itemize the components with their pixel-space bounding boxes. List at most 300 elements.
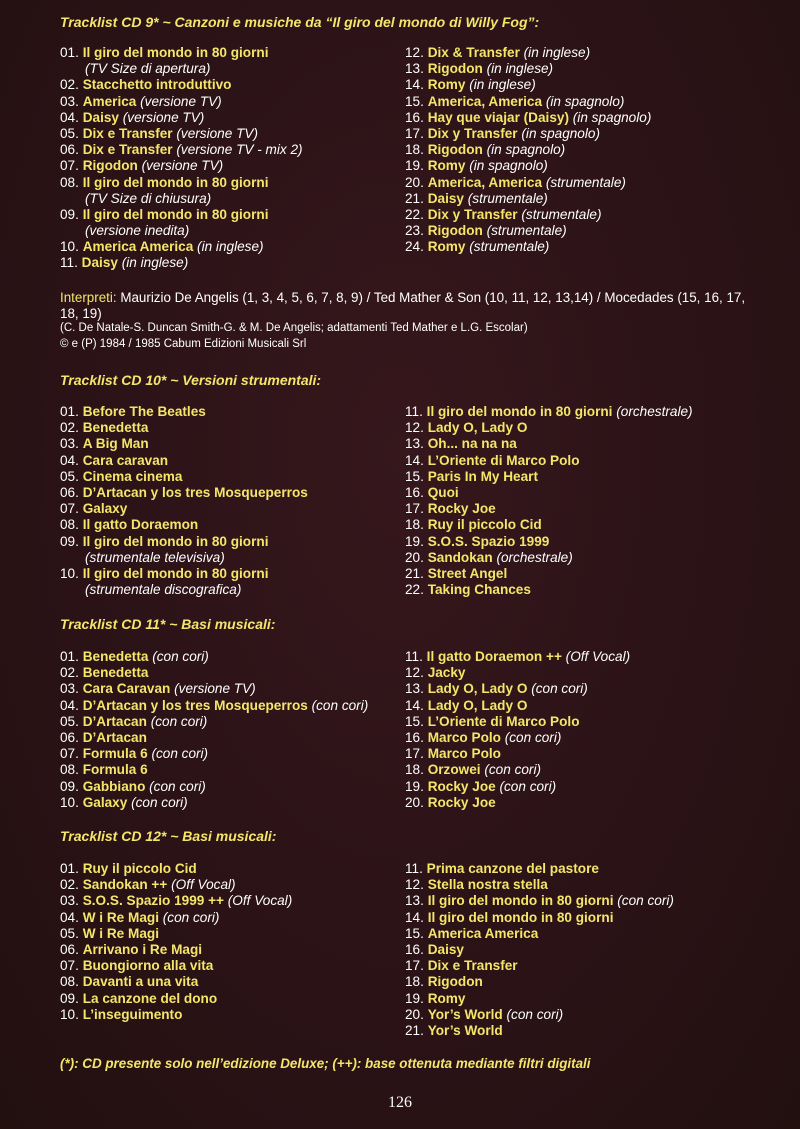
track-number: 09. (60, 778, 79, 794)
track-number: 05. (60, 713, 79, 729)
track-row (60, 746, 410, 762)
track-title: W i Re Magi (82, 925, 159, 941)
track-title: Rocky Joe (427, 778, 496, 794)
track-title: D’Artacan (82, 729, 147, 745)
authors-line: (C. De Natale-S. Duncan Smith-G. & M. De Angelis; adattamenti Ted Mather e L.G. Escolar) (60, 322, 528, 334)
track-title: Stacchetto introduttivo (82, 77, 232, 93)
track-note: (in spagnolo) (545, 93, 625, 109)
track-title: Benedetta (82, 420, 149, 436)
track-title: Il giro del mondo in 80 giorni (82, 565, 269, 581)
track-note: (in inglese) (523, 45, 591, 60)
track-row (405, 974, 755, 990)
track-number: 06. (60, 941, 79, 957)
track-title: Romy (427, 77, 466, 93)
track-row (405, 958, 755, 974)
track-title: Arrivano i Re Magi (82, 941, 203, 957)
track-note: (in inglese) (469, 77, 536, 93)
track-number: 12. (405, 45, 424, 60)
tracklist-heading: Tracklist CD 11* ~ Basi musicali: (60, 616, 276, 632)
track-note: (strumentale) (486, 223, 567, 239)
track-title: Prima canzone del pastore (426, 861, 599, 876)
track-number: 20. (405, 174, 424, 190)
track-title: D’Artacan y los tres Mosqueperros (82, 697, 308, 713)
track-number: 24. (405, 239, 424, 255)
track-number: 03. (60, 681, 79, 697)
track-note: (con cori) (531, 681, 588, 697)
track-title: Gabbiano (82, 778, 146, 794)
track-title: Romy (427, 990, 466, 1006)
track-row (60, 110, 410, 126)
track-row (60, 974, 410, 990)
track-title: Sandokan ++ (82, 877, 168, 893)
track-number: 15. (405, 468, 424, 484)
track-number: 18. (405, 974, 424, 990)
track-number: 19. (405, 990, 424, 1006)
track-row (405, 762, 755, 778)
track-number: 05. (60, 925, 79, 941)
track-title: Il giro del mondo in 80 giorni (82, 174, 269, 190)
track-title: America, America (427, 93, 543, 109)
track-note: (con cori) (506, 1006, 564, 1022)
track-note: (Off Vocal) (227, 893, 293, 909)
track-title: S.O.S. Spazio 1999 (427, 533, 550, 549)
track-number: 02. (60, 877, 79, 893)
track-note: (in spagnolo) (521, 125, 600, 141)
track-number: 01. (60, 649, 79, 664)
track-title: America, America (427, 174, 543, 190)
track-title: Lady O, Lady O (427, 697, 528, 713)
track-title: Daisy (82, 109, 119, 125)
track-title: Il giro del mondo in 80 giorni (427, 893, 614, 909)
track-title: Rigodon (427, 223, 483, 239)
track-number: 01. (60, 404, 79, 419)
track-number: 18. (405, 142, 424, 158)
track-number: 17. (405, 746, 424, 762)
track-title: D’Artacan y los tres Mosqueperros (82, 484, 308, 500)
track-row (60, 958, 410, 974)
track-row (60, 1007, 410, 1023)
copyright-line: © e (P) 1984 / 1985 Cabum Edizioni Musicali Srl (60, 337, 307, 350)
track-note: (con cori) (131, 794, 188, 810)
track-number: 21. (405, 1022, 424, 1038)
track-title: Galaxy (82, 501, 128, 517)
track-number: 15. (405, 925, 424, 941)
track-title: Il giro del mondo in 80 giorni (426, 404, 613, 419)
track-row (60, 485, 410, 501)
track-number: 14. (405, 909, 424, 925)
track-number: 09. (60, 990, 79, 1006)
track-number: 13. (405, 61, 424, 77)
track-number: 18. (405, 517, 424, 533)
track-note: (in inglese) (486, 61, 554, 77)
track-title: Paris In My Heart (427, 468, 538, 484)
track-row (60, 77, 410, 93)
track-number: 08. (60, 174, 79, 190)
track-row (405, 1007, 755, 1023)
track-number: 12. (405, 877, 424, 893)
track-number: 15. (405, 713, 424, 729)
track-note: (Off Vocal) (565, 649, 631, 664)
track-note: (versione TV) (176, 125, 258, 141)
track-number: 06. (60, 729, 79, 745)
track-title: Yor’s World (427, 1006, 503, 1022)
track-number: 20. (405, 1006, 424, 1022)
track-note: (versione TV) (174, 681, 256, 697)
track-title: Dix y Transfer (427, 125, 518, 141)
track-number: 07. (60, 158, 79, 174)
track-note: (versione TV - mix 2) (176, 142, 303, 158)
track-title: Daisy (427, 190, 464, 206)
track-number: 23. (405, 223, 424, 239)
track-number: 10. (60, 794, 79, 810)
track-row (405, 877, 755, 893)
track-row (405, 469, 755, 485)
track-row (60, 730, 410, 746)
track-title: La canzone del dono (82, 990, 218, 1006)
track-title: Before The Beatles (82, 404, 206, 419)
tracklist-left-column (60, 861, 410, 1023)
track-row (405, 910, 755, 926)
tracklist-left-column (60, 404, 410, 598)
track-title: L’Oriente di Marco Polo (427, 452, 580, 468)
track-title: Rigodon (427, 974, 483, 990)
track-row (405, 501, 755, 517)
track-row (60, 877, 410, 893)
track-row (405, 795, 755, 811)
track-row (405, 991, 755, 1007)
footnote: (*): CD presente solo nell’edizione Deluxe; (++): base ottenuta mediante filtri digitali (60, 1056, 591, 1071)
track-row (60, 649, 410, 665)
track-number: 11. (405, 649, 423, 664)
track-note: (versione TV) (141, 158, 224, 174)
track-number: 10. (60, 565, 79, 581)
track-row (405, 436, 755, 452)
track-subnote: (TV Size di apertura) (85, 61, 211, 77)
track-row (60, 665, 410, 681)
track-number: 08. (60, 974, 79, 990)
track-title: Sandokan (427, 549, 493, 565)
track-number: 14. (405, 452, 424, 468)
track-note: (con cori) (149, 778, 206, 794)
tracklist-left-column (60, 45, 410, 272)
track-number: 01. (60, 45, 79, 60)
track-row (405, 517, 755, 533)
track-number: 01. (60, 861, 79, 876)
track-number: 10. (60, 239, 79, 255)
track-subnote: (TV Size di chiusura) (85, 190, 212, 206)
track-title: Benedetta (82, 649, 149, 664)
track-note: (con cori) (311, 697, 369, 713)
track-title: Marco Polo (427, 746, 501, 762)
track-row (405, 420, 755, 436)
track-title: America America (427, 925, 539, 941)
track-note: (con cori) (484, 762, 541, 778)
track-title: Galaxy (82, 794, 128, 810)
track-row (60, 255, 410, 271)
track-row (405, 698, 755, 714)
track-number: 19. (405, 778, 424, 794)
track-row (405, 126, 755, 142)
track-row (60, 991, 410, 1007)
track-number: 03. (60, 93, 79, 109)
performers-label: Interpreti: (60, 290, 117, 305)
track-row (60, 517, 410, 533)
track-number: 05. (60, 468, 79, 484)
track-row (405, 110, 755, 126)
track-number: 16. (405, 484, 424, 500)
track-row (60, 501, 410, 517)
track-number: 20. (405, 794, 424, 810)
track-number: 12. (405, 420, 424, 436)
track-row (405, 77, 755, 93)
track-note: (versione TV) (122, 109, 205, 125)
track-note: (strumentale) (469, 239, 550, 255)
track-title: Formula 6 (82, 762, 148, 778)
track-row (405, 404, 755, 420)
track-row (60, 453, 410, 469)
track-title: Ruy il piccolo Cid (82, 861, 197, 876)
track-number: 04. (60, 909, 79, 925)
track-note: (con cori) (151, 746, 209, 762)
tracklist-left-column (60, 649, 410, 811)
track-note: (con cori) (150, 713, 208, 729)
tracklist-right-column (405, 861, 755, 1039)
track-title: Oh... na na na (427, 436, 517, 452)
track-title: Buongiorno alla vita (82, 958, 214, 974)
track-number: 22. (405, 582, 424, 598)
track-note: (con cori) (499, 778, 557, 794)
page-number: 126 (388, 1094, 412, 1111)
track-number: 03. (60, 893, 79, 909)
track-number: 17. (405, 501, 424, 517)
track-row (405, 746, 755, 762)
track-note: (con cori) (152, 649, 209, 664)
track-title: Rocky Joe (427, 501, 496, 517)
track-row (405, 453, 755, 469)
track-row (60, 126, 410, 142)
track-row (405, 158, 755, 174)
track-title: Il giro del mondo in 80 giorni (427, 909, 614, 925)
track-number: 17. (405, 958, 424, 974)
track-title: Rigodon (82, 158, 138, 174)
tracklist-heading: Tracklist CD 9* ~ Canzoni e musiche da “Il giro del mondo di Willy Fog”: (60, 14, 540, 30)
track-number: 11. (405, 404, 423, 419)
track-number: 18. (405, 762, 424, 778)
track-note: (strumentale) (545, 174, 626, 190)
track-row (60, 207, 410, 223)
track-number: 02. (60, 420, 79, 436)
track-row (60, 175, 410, 191)
track-subnote: (versione inedita) (85, 223, 190, 239)
track-title: Street Angel (427, 565, 508, 581)
track-row (405, 223, 755, 239)
track-title: Ruy il piccolo Cid (427, 517, 542, 533)
track-number: 13. (405, 436, 424, 452)
track-title: America America (82, 239, 194, 255)
track-number: 15. (405, 93, 424, 109)
track-number: 11. (60, 255, 78, 271)
track-number: 16. (405, 109, 424, 125)
track-row (60, 142, 410, 158)
track-number: 13. (405, 681, 424, 697)
track-row (60, 566, 410, 582)
track-title: Il giro del mondo in 80 giorni (82, 206, 269, 222)
track-row (60, 910, 410, 926)
track-title: Rigodon (427, 61, 483, 77)
track-row (405, 714, 755, 730)
track-number: 02. (60, 665, 79, 681)
track-title: D’Artacan (82, 713, 147, 729)
track-title: Il giro del mondo in 80 giorni (82, 533, 269, 549)
track-title: Quoi (427, 484, 459, 500)
track-title: Yor’s World (427, 1022, 503, 1038)
track-title: Dix e Transfer (427, 958, 518, 974)
track-number: 19. (405, 533, 424, 549)
track-title: Dix e Transfer (82, 142, 173, 158)
track-row (405, 681, 755, 697)
track-note: (orchestrale) (496, 549, 573, 565)
track-note: (in inglese) (197, 239, 264, 255)
tracklist-heading: Tracklist CD 10* ~ Versioni strumentali: (60, 372, 322, 388)
track-title: Dix e Transfer (82, 125, 173, 141)
track-title: A Big Man (82, 436, 149, 452)
track-row (405, 175, 755, 191)
track-number: 16. (405, 729, 424, 745)
track-title: Davanti a una vita (82, 974, 199, 990)
track-row (60, 534, 410, 550)
track-row (405, 730, 755, 746)
track-row (60, 861, 410, 877)
track-title: L’inseguimento (82, 1006, 183, 1022)
track-row (405, 582, 755, 598)
track-note: (versione TV) (140, 93, 222, 109)
track-row (405, 207, 755, 223)
track-number: 14. (405, 77, 424, 93)
track-row (405, 942, 755, 958)
track-row (60, 158, 410, 174)
track-note: (Off Vocal) (171, 877, 236, 893)
track-title: Formula 6 (82, 746, 148, 762)
track-number: 07. (60, 746, 79, 762)
track-title: S.O.S. Spazio 1999 ++ (82, 893, 224, 909)
track-title: Rocky Joe (427, 794, 496, 810)
track-row (60, 714, 410, 730)
track-row (405, 779, 755, 795)
track-row (405, 534, 755, 550)
performers-text: Maurizio De Angelis (1, 3, 4, 5, 6, 7, 8, 9) / Ted Mather & Son (10, 11, 12, 13,14) / Mocedades (15, 16, 17, 18, 19) (60, 290, 746, 321)
track-number: 04. (60, 452, 79, 468)
tracklist-right-column (405, 45, 755, 255)
track-subnote: (strumentale discografica) (85, 582, 242, 598)
credits-block (60, 290, 750, 352)
track-title: Benedetta (82, 665, 149, 681)
track-row (60, 795, 410, 811)
track-title: Cara Caravan (82, 681, 171, 697)
track-row (405, 485, 755, 501)
track-number: 17. (405, 125, 424, 141)
track-row (60, 926, 410, 942)
track-number: 08. (60, 762, 79, 778)
track-title: Hay que viajar (Daisy) (427, 109, 569, 125)
track-title: Jacky (427, 665, 466, 681)
track-number: 21. (405, 565, 424, 581)
track-row (405, 861, 755, 877)
track-number: 10. (60, 1006, 79, 1022)
track-number: 20. (405, 549, 424, 565)
track-number: 03. (60, 436, 79, 452)
track-row (405, 1023, 755, 1039)
track-note: (in inglese) (121, 255, 189, 271)
track-row (405, 191, 755, 207)
track-note: (strumentale) (467, 190, 548, 206)
track-title: Il gatto Doraemon ++ (426, 649, 562, 664)
track-row (405, 566, 755, 582)
track-number: 14. (405, 697, 424, 713)
track-title: Dix & Transfer (427, 45, 520, 60)
track-row (60, 45, 410, 61)
track-title: Cara caravan (82, 452, 169, 468)
track-number: 06. (60, 484, 79, 500)
track-row (405, 45, 755, 61)
track-row (405, 665, 755, 681)
track-title: Il gatto Doraemon (82, 517, 199, 533)
track-title: Marco Polo (427, 729, 501, 745)
tracklist-heading: Tracklist CD 12* ~ Basi musicali: (60, 828, 277, 844)
track-title: Stella nostra stella (427, 877, 548, 893)
track-number: 06. (60, 142, 79, 158)
track-title: Daisy (427, 941, 464, 957)
track-row (60, 404, 410, 420)
track-note: (con cori) (162, 909, 220, 925)
track-row (60, 420, 410, 436)
track-title: Rigodon (427, 142, 483, 158)
track-row (405, 94, 755, 110)
track-row (405, 142, 755, 158)
track-row (60, 698, 410, 714)
track-title: Romy (427, 239, 466, 255)
track-row (60, 469, 410, 485)
track-note: (strumentale) (521, 206, 602, 222)
track-number: 21. (405, 190, 424, 206)
track-title: Taking Chances (427, 582, 531, 598)
track-note: (con cori) (504, 729, 562, 745)
track-title: Daisy (81, 255, 118, 271)
track-title: Lady O, Lady O (427, 420, 528, 436)
track-row (60, 942, 410, 958)
track-title: America (82, 93, 137, 109)
track-title: Romy (427, 158, 466, 174)
track-title: W i Re Magi (82, 909, 159, 925)
track-note: (con cori) (617, 893, 674, 909)
track-row (60, 681, 410, 697)
track-number: 04. (60, 697, 79, 713)
track-row (60, 762, 410, 778)
track-row (405, 893, 755, 909)
track-title: Dix y Transfer (427, 206, 518, 222)
track-number: 02. (60, 77, 79, 93)
track-note: (in spagnolo) (469, 158, 548, 174)
track-subnote: (strumentale televisiva) (85, 549, 225, 565)
track-number: 11. (405, 861, 423, 876)
track-number: 12. (405, 665, 424, 681)
track-number: 16. (405, 941, 424, 957)
track-row (405, 926, 755, 942)
track-note: (in spagnolo) (572, 109, 652, 125)
track-number: 22. (405, 206, 424, 222)
track-title: Lady O, Lady O (427, 681, 528, 697)
track-note: (orchestrale) (616, 404, 693, 419)
tracklist-right-column (405, 649, 755, 811)
